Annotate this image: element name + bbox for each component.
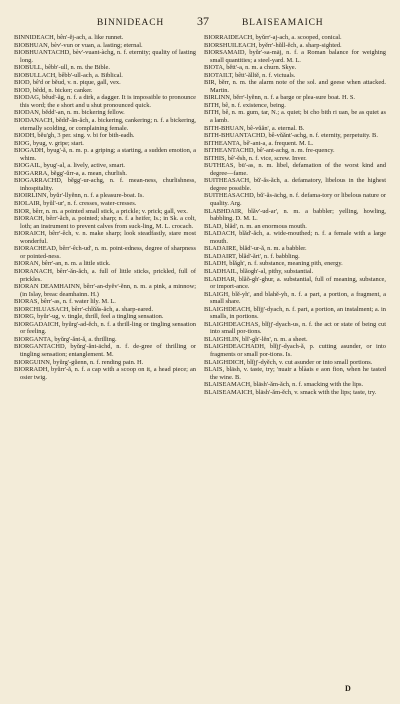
dictionary-entry: BIORCHLUASACH, bêrr'-chlŭăs-ăch, a. sharp-eared. [14,305,154,313]
dictionary-entry: BIOR, bêrr, n. m. a pointed small stick, a prickle; v. prick; gall, vex. [14,207,188,215]
dictionary-entry: BLADHAR, blăŏ-gh'-ghur, a. substantial, full of meaning, substance, or import-ance. [204,275,386,291]
dictionary-entry: BIORANACH, bêrr'-ăn-ăch, a. full of little sticks, prickled, full of prickles. [14,267,196,283]
dictionary-entry: BLADHAIL, blăogh'-al, pithy, substantial. [204,267,314,275]
dictionary-entry: BITH-BHUAN, bê-vŭăn', a. eternal. B. [204,124,305,132]
dictionary-entry: BIORAN, bêrr'-an, n. m. a little stick. [14,260,111,268]
dictionary-entry: BUITHEASACH, bŭ'-ăs-ăch, a. defamatory, libelous in the highest degree possible. [204,177,386,192]
dictionary-entry: BIOGARRA, bĕgg'-ŭrr-a, a. mean, churlish. [14,169,128,177]
dictionary-entry: BIORGANTA, byŭrg'-ănt-ă, a. thrilling. [14,335,117,343]
dictionary-entry: BIORGANTACHD, byŭrg'-ănt-āchd, n. f. de-gree of thrilling or tingling sensation; entanglement. M. [14,343,196,358]
dictionary-entry: BIORGADAICH, byŭrg'-ad-ĕch, n. f. a thrill-ling or tingling sensation or feeling. [14,320,196,336]
dictionary-entry: BIOGAIL, byug'-al, a. lively, active, smart. [14,162,125,170]
dictionary-entry: BIORACH, bêrr'-ăch, a. pointed; sharp; n. f. a heifer, Is.; in Sk. a colt, loth; an instrument to prevent calves from suck-ling, M. L. crocach. [14,215,196,230]
dictionary-entry: BINNIDEACH, bên'-ĕj-ach, a. like runnet. [14,34,124,41]
header-first-entry: BINNIDEACH [96,18,164,28]
dictionary-entry: BIODANACH, bĕdd'-ăn-ăch, a. bickering, cankering; n. f. a bickering, eternally scolding, or complaining female. [14,117,196,132]
dictionary-entry: BIORAICH, bêrr'-êch, v. n. make sharp; look steadfastly, stare most wonderful. [14,230,196,245]
dictionary-entry: BUITHEASACHD, bŭ'-ăs-āchg, n. f. defama-tory or libelous nature or quality. Arg. [204,192,386,208]
dictionary-entry: BIRLINN, bĕrr'-lyĕnn, n. f. a barge or plea-sure boat. H. S. [204,94,355,102]
dictionary-entry: BIOIRLINN, byŭr'-llyĕnn, n. f. a pleasure-boat. Is. [14,192,144,200]
dictionary-entry: BIR, bĕrr, n. m. the alarm note of the sol. and geese when attacked. Martin. [204,79,386,94]
dictionary-entry: BITHIS, bê'-ĕsh, n. f. vice, screw. Inver. [204,154,307,162]
dictionary-entry: BIODAN, bĕdd'-an, n. m. bickering fellow. [14,109,125,117]
dictionary-entry: BIOBHUAN, bèv'-vun or vuan, a. lasting; eternal. [14,41,143,49]
dictionary-entry: BIORRAIDEACH, byŭrr'-aj-ach, a. scooped, conical. [204,34,342,41]
signature-mark: D [345,684,351,693]
dictionary-entry: BITH, bê, n. m. gum, tar, N.; a. quiet; bi cho bith ri uan, be as quiet as a lamb. [204,109,386,125]
dictionary-entry: BLAD, blăd', n. m. an enormous mouth. [204,222,307,230]
dictionary-entry: BIOD, bê'd or bĕud, v. n. pique, gall, vex. [14,79,121,87]
page-number: 37 [197,14,209,28]
dictionary-entry: BIOTA, bĕtt'-a, n. m. a churn. Skye. [204,64,297,72]
dictionary-entry: BLAIGHDEACHADH, blĭjj'-dyach-ă, p. cutting asunder, or into fragments or small por-tions. Is. [204,343,386,358]
dictionary-entry: BLAIS, blāsh, v. taste, try; 'nuair a blàais e aon fion, when he tasted the wine. B. [204,366,386,381]
dictionary-entry: BLAISEAMAICH, blāsh'-ăm-ĕch, v. smack with the lips; taste, try. [204,388,377,396]
dictionary-entry: BIORAN DEAMHAINN, bêrr'-an-dyĕv'-ĕnn, n. m. a pink, a minnow; (in Islay, breac deamhainn. H.) [14,283,196,298]
dictionary-entry: BITH, bê, n. f. existence, being. [204,101,286,109]
dictionary-entry: BLADH, blăgh', n. f. substance, meaning pith, energy. [204,260,343,268]
dictionary-entry: BLABHDAIR, blăv'-ud-ar', n. m. a babbler; yelling, howling, babbling. D. M. L. [204,207,386,223]
entry-columns [14,34,386,396]
dictionary-entry: BIORG, byŭr'-ug, v. tingle, thrill, feel a tingling sensation. [14,313,164,321]
dictionary-entry: BIORSHUILEACH, byĕrr'-hŭll-ĕch, a. sharp-sighted. [204,41,342,49]
dictionary-entry: BLAISEAMACH, blāsh'-ăm-ăch, n. f. smacking with the lips. [204,381,364,389]
dictionary-entry: BIOBULLACH, bêbb'-ull-ach, a. Biblical. [14,71,123,79]
dictionary-entry: BITH-BHUANTACHD, bê-vŭănt'-achg, n. f. eternity, perpetuity. B. [204,132,378,140]
dictionary-entry: BIOD, bĕdd, n. bicker; canker. [14,86,93,94]
dictionary-entry: BIODAG, bĕud'-ăg, n. f. a dirk, a dagger. It is impossible to pronounce this word; the e short and u shut pronounced quick. [14,94,196,109]
dictionary-entry: BLAIGHDEACHAS, blĭjj'-dyach-us, n. f. the act or state of being cut into small por-tions. [204,320,386,336]
dictionary-entry: BITHEANTACHD, bê'-ant-achg, n. m. fre-quency. [204,147,335,155]
dictionary-entry: BIOLAIR, byŭl'-ur', n. f. cresses, water-cresses. [14,200,137,208]
dictionary-entry: BIOTAILT, bêtt'-ălltĕ, n. f. victuals. [204,71,296,79]
running-header [14,14,386,30]
dictionary-entry: BIOGADH, byug'-ă, n. m. p. a griping; a starting, a sudden emotion, a whim. [14,147,196,162]
dictionary-entry: BIORAS, bêrr'-as, n. f. water lily. M. L. [14,298,116,306]
dictionary-entry: BLADAIRE, blăd'-ur-ă, n. m. a babbler. [204,245,307,253]
left-column [14,34,196,396]
dictionary-entry: BIOBULL, bêbb'-ull, n. m. the Bible. [14,64,110,72]
dictionary-entry: BLAIGHDICH, blĭjj'-dyĕch, v. cut asunder or into small portions. [204,358,373,366]
dictionary-entry: BLADACH, blăd'-ăch, a. wide-mouthed; n. f. a female with a large mouth. [204,230,386,245]
dictionary-entry: BIORACHEAD, bêrr'-êch-ud', n. m. point-edness, degree of sharpness or pointed-ness. [14,245,196,260]
dictionary-entry: BITHEANTA, bê'-ant-a, a. frequent. M. L. [204,139,314,147]
dictionary-entry: BLAIGH, blĕ-yh', and blahĕ-yh, n. f. a part, a portion, a fragment, a small share. [204,290,386,306]
dictionary-entry: BIORSAMAID, byŭr'-sa-māj, n. f. a Roman balance for weighing small quantities; a steel-yard. M. L. [204,49,386,64]
dictionary-entry: BIOGARRACHD, bĕgg'-ur-achg, n. f. mean-ness, churlishness, inhospitality. [14,177,196,192]
dictionary-entry: BIOG, byug, v. gripe; start. [14,139,84,147]
dictionary-entry: BUTHEAS, bū'-as, n. m. libel, defamation of the worst kind and degree—fame. [204,162,386,177]
header-last-entry: BLAISEAMAICH [242,18,324,28]
dictionary-entry: BIORRADH, byŭrr'-ă, n. f. a cap with a scoop on it, a head piece; an osier twig. [14,366,196,381]
dictionary-entry: BIODH, bĕu'gh, 3 per. sing. v. bi for bith-eadh. [14,132,135,140]
dictionary-entry: BLAIGHLIN, blĭ'-gh'-lĕn', n. m. a sheet. [204,335,308,343]
dictionary-entry: BLADAIRT, blăd'-ărt', n. f. babbling. [204,252,300,260]
dictionary-entry: BIOBHUANTACHD, bèv'-vuant-àchg, n. f. eternity; quality of lasting long. [14,49,196,64]
dictionary-entry: BIORGUINN, byŭrg'-gŭenn, n. f. rending pain. H. [14,358,144,366]
dictionary-entry: BLAIGHDEACH, blĭjj'-dyach, n. f. part, a portion, an instalment; a. in smalls, in portions. [204,305,386,321]
right-column [204,34,386,396]
